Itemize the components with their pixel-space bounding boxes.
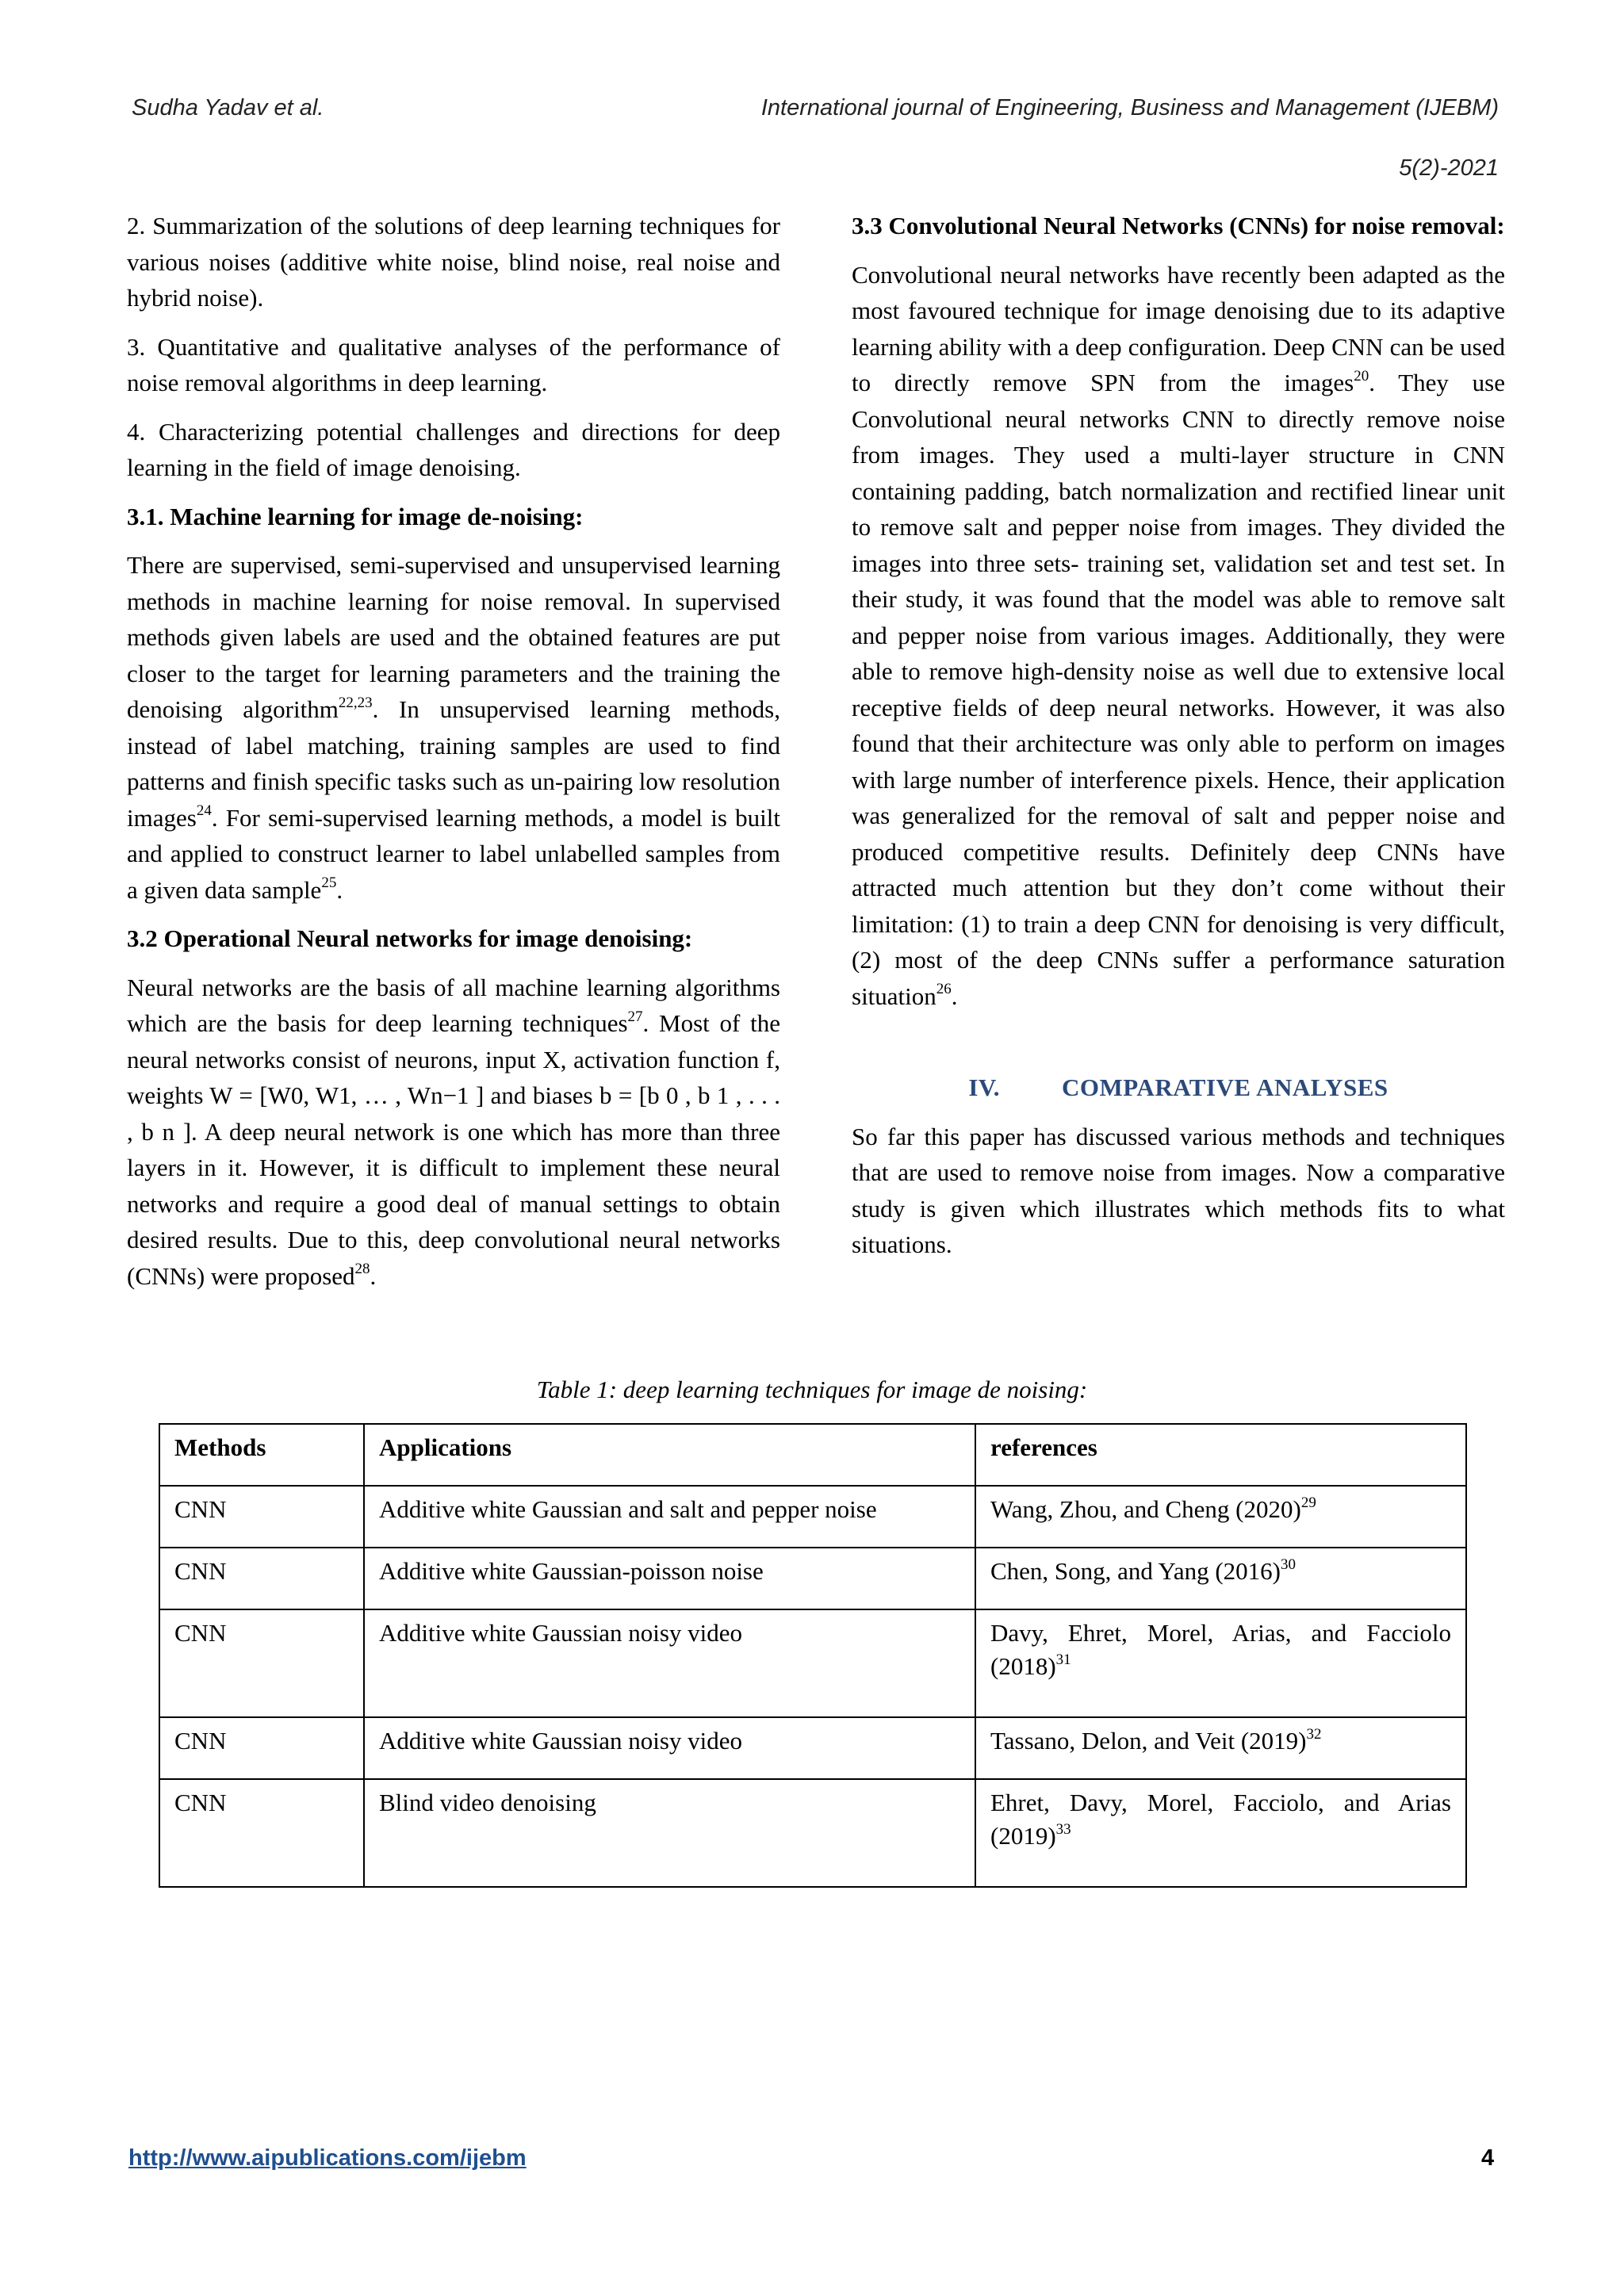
table-row (159, 1548, 1466, 1609)
table-header-cell: references (975, 1424, 1466, 1486)
paragraph: 4. Characterizing potential challenges and directions for deep learning in the field of image denoising. (127, 417, 780, 481)
header-journal: International journal of Engineering, Business and Management (IJEBM) (760, 95, 1499, 121)
section-heading-3-3: 3.3 Convolutional Neural Networks (CNNs) for noise removal: (852, 212, 1505, 239)
table-row (159, 1486, 1466, 1548)
table-cell-application: Additive white Gaussian-poisson noise (364, 1548, 975, 1609)
table-cell-reference: Chen, Song, and Yang $(2016)^{30}$ (975, 1548, 1466, 1609)
header-issue: 5(2)-2021 (1399, 155, 1499, 181)
paragraph: There are supervised, semi-supervised and unsupervised learning methods in machine learning for noise removal. In supervised methods given labels are used and the obtained features are put closer to the target for learning parameters and the training the denoising algorithm$^{22,23}$. In unsupervised learning methods, instead of label matching, training samples are used to find patterns and finish specific tasks such as un-pairing low resolution images$^{24}$. For semi-supervised learning methods, a model is built and applied to construct learner to label unlabelled samples from a given data sample$^{25}$. (127, 551, 780, 904)
right-column (852, 208, 1505, 1276)
table-row (159, 1717, 1466, 1779)
table-cell-method: CNN (159, 1717, 364, 1779)
table-header-cell: Applications (364, 1424, 975, 1486)
table-header-row (159, 1424, 1466, 1486)
table-cell-method: CNN (159, 1779, 364, 1887)
table-caption: Table 1: deep learning techniques for image de noising: (536, 1376, 1088, 1403)
section-heading-3-1: 3.1. Machine learning for image de-noising: (127, 502, 584, 530)
section-title-iv: IV. COMPARATIVE ANALYSES (968, 1073, 1388, 1101)
table-cell-application: Additive white Gaussian noisy video (364, 1609, 975, 1717)
table-cell-application: Blind video denoising (364, 1779, 975, 1887)
table-cell-application: Additive white Gaussian noisy video (364, 1717, 975, 1779)
table-cell-reference: Ehret, Davy, Morel, Facciolo, and Arias $(2019)^{33}$ (975, 1779, 1466, 1887)
paragraph: Convolutional neural networks have recently been adapted as the most favoured technique for image denoising due to its adaptive learning ability with a deep configuration. Deep CNN can be used to directly remove SPN from the images$^{20}$. They use Convolutional neural networks CNN to directly remove noise from images. They used a multi-layer structure in CNN containing padding, batch normalization and rectified linear unit to remove salt and pepper noise from images. They divided the images into three sets- training set, validation set and test set. In their study, it was found that the model was able to remove salt and pepper noise from various images. Additionally, they were able to remove high-density noise as well due to extensive local receptive fields of deep neural networks. However, it was also found that their architecture was only able to perform on images with large number of interference pixels. Hence, their application was generalized for the removal of salt and pepper noise and produced competitive results. Definitely deep CNNs have attracted much attention but they don’t come without their limitation: (1) to train a deep CNN for denoising is very difficult, (2) most of the deep CNNs suffer a performance saturation situation$^{26}$. (852, 260, 1505, 1010)
header-authors: Sudha Yadav et al. (132, 95, 324, 121)
table-header-cell: Methods (159, 1424, 364, 1486)
techniques-table (159, 1423, 1467, 1888)
table-cell-application: Additive white Gaussian and salt and pepper noise (364, 1486, 975, 1548)
section-heading-3-2: 3.2 Operational Neural networks for image denoising: (127, 924, 693, 952)
page-number: 4 (1481, 2145, 1495, 2171)
table-cell-method: CNN (159, 1609, 364, 1717)
table-row (159, 1609, 1466, 1717)
paragraph: 2. Summarization of the solutions of deep learning techniques for various noises (additive white noise, blind noise, real noise and hybrid noise). (127, 212, 780, 312)
table-cell-reference: Tassano, Delon, and Veit $(2019)^{32}$ (975, 1717, 1466, 1779)
journal-url-link[interactable]: http://www.aipublications.com/ijebm (128, 2145, 527, 2171)
table-row (159, 1779, 1466, 1887)
table-cell-method: CNN (159, 1486, 364, 1548)
paragraph: 3. Quantitative and qualitative analyses of the performance of noise removal algorithms in deep learning. (127, 332, 780, 396)
table-cell-reference: Wang, Zhou, and Cheng $(2020)^{29}$ (975, 1486, 1466, 1548)
left-column (127, 208, 780, 1307)
paragraph: Neural networks are the basis of all machine learning algorithms which are the basis for deep learning techniques$^{27}$. Most of the neural networks consist of neurons, input X, activation function f, weights W = [W0, W1, … , Wn−1 ] and biases b = [b 0 , b 1 , . . . , b n ]. A deep neural network is one which has more than three layers in it. However, it is difficult to implement these neural networks and require a good deal of manual settings to obtain desired results. Due to this, deep convolutional neural networks (CNNs) were proposed$^{28}$. (127, 973, 780, 1290)
table-cell-method: CNN (159, 1548, 364, 1609)
paragraph: So far this paper has discussed various methods and techniques that are used to remove noise from images. Now a comparative study is given which illustrates which methods fits to what situations. (852, 1122, 1505, 1258)
table-cell-reference: Davy, Ehret, Morel, Arias, and Facciolo $(2018)^{31}$ (975, 1609, 1466, 1717)
